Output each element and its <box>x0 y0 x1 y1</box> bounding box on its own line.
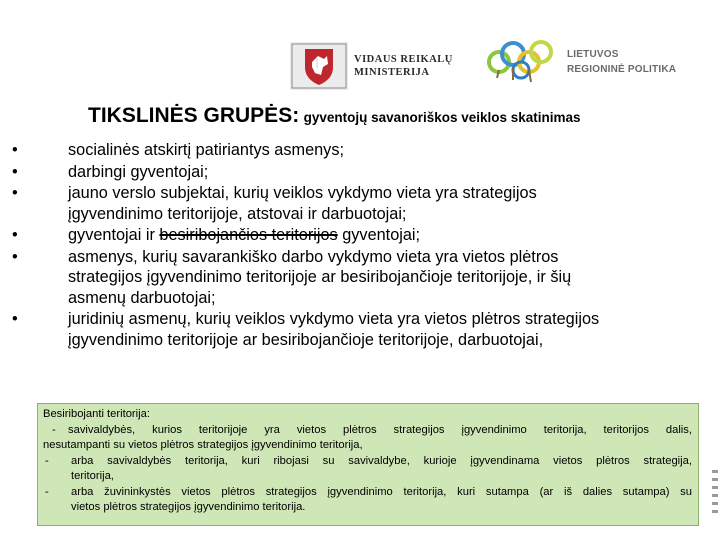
list-item <box>12 225 702 246</box>
ministry-name-line1: VIDAUS REIKALŲ <box>354 54 453 65</box>
dash-icon: - <box>45 485 49 498</box>
list-item-text-continued: įgyvendinimo teritorijoje ar besiribojančioje teritorijoje, darbuotojai, <box>68 330 544 349</box>
bullet-icon: • <box>12 226 18 244</box>
regional-name-line1: LIETUVOS <box>567 49 619 60</box>
list-item-text: socialinės atskirtį patiriantys asmenys; <box>68 141 344 159</box>
edge-mark <box>712 494 718 497</box>
dash-icon: - <box>45 454 49 467</box>
list-item-text: juridinių asmenų, kurių veiklos vykdymo vieta yra vietos plėtros strategijos <box>68 310 600 328</box>
struck-text: besiribojančios teritorijos <box>159 226 338 244</box>
target-groups-list <box>12 140 702 351</box>
definition-item-text-continued: teritorija, <box>71 470 114 482</box>
title-subtitle: gyventojų savanoriškos veiklos skatinimas <box>303 110 581 125</box>
ministry-name-line2: MINISTERIJA <box>354 67 430 78</box>
definition-item <box>43 423 692 439</box>
regional-circles-icon <box>483 36 565 88</box>
regional-policy-name <box>567 47 676 77</box>
edge-mark <box>712 478 718 481</box>
dash-icon: - <box>52 423 56 436</box>
list-item-text-continued: įgyvendinimo teritorijoje, atstovai ir darbuotojai; <box>68 204 407 223</box>
edge-mark <box>712 470 718 473</box>
list-item <box>12 247 702 309</box>
list-item-text: jauno verslo subjektai, kurių veiklos vykdymo vieta yra strategijos <box>68 184 537 202</box>
title-main: TIKSLINĖS GRUPĖS: <box>88 104 300 127</box>
edge-mark <box>712 502 718 505</box>
definition-item-text-continued: vietos plėtros strategijos įgyvendinimo teritorija. <box>71 501 306 513</box>
ministry-name <box>354 53 453 79</box>
list-item-text: asmenys, kurių savarankiško darbo vykdymo vieta yra vietos plėtros <box>68 247 559 266</box>
slide-title <box>88 104 581 128</box>
regional-policy-logo <box>483 36 676 88</box>
list-item-text: gyventojai ir <box>68 226 155 244</box>
bullet-icon: • <box>12 310 18 328</box>
list-item-text-continued: strategijos įgyvendinimo teritorijoje ar besiribojančioje teritorijoje, ir šių <box>68 268 572 286</box>
list-item-text-continued: asmenų darbuotojai; <box>68 288 216 307</box>
edge-mark <box>712 510 718 513</box>
list-item <box>12 183 702 224</box>
list-item <box>12 309 702 350</box>
definition-item <box>43 454 692 470</box>
definition-box <box>37 403 699 526</box>
list-item <box>12 140 702 161</box>
definition-heading: Besiribojanti teritorija: <box>43 408 150 420</box>
list-item <box>12 162 702 183</box>
list-item-text: darbingi gyventojai; <box>68 162 209 181</box>
definition-item <box>43 485 692 501</box>
bullet-icon: • <box>12 184 18 202</box>
bullet-icon: • <box>12 162 18 181</box>
list-item-text-end: gyventojai; <box>342 226 421 244</box>
definition-item-text: savivaldybės, kurios teritorijoje yra vietos plėtros strategijos įgyvendinimo teritorija, teritorijos dalis, <box>68 423 692 436</box>
page-edge-marks <box>712 470 720 530</box>
coat-of-arms-icon <box>290 42 348 90</box>
definition-item-text: arba savivaldybės teritorija, kuri ribojasi su savivaldybe, kurioje įgyvendinama vietos plėtros strategija, <box>71 454 692 467</box>
bullet-icon: • <box>12 141 18 159</box>
edge-mark <box>712 486 718 489</box>
ministry-logo <box>290 42 453 90</box>
header-logos <box>290 36 690 96</box>
regional-name-line2: REGIONINĖ POLITIKA <box>567 64 677 75</box>
definition-item-text: arba žuvininkystės vietos plėtros strategijos įgyvendinimo teritorija, kuri sutampa (ar iš dalies sutampa) su <box>71 485 692 498</box>
definition-item-text-continued: nesutampanti su vietos plėtros strategijos įgyvendinimo teritorija, <box>43 439 363 451</box>
bullet-icon: • <box>12 247 18 266</box>
